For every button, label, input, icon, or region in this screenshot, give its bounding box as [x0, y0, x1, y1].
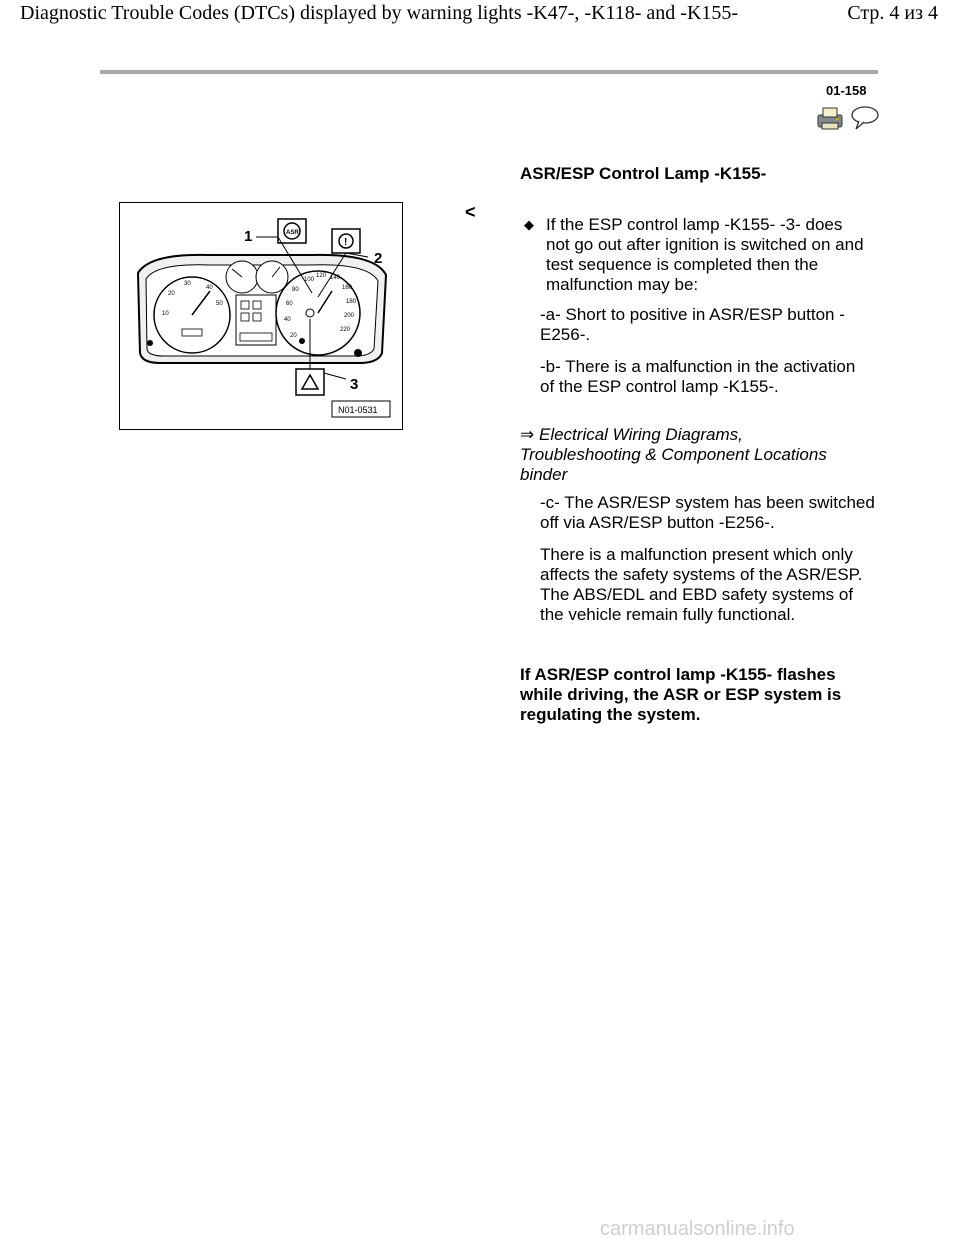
- svg-text:180: 180: [346, 299, 357, 305]
- svg-text:20: 20: [168, 291, 175, 297]
- svg-text:60: 60: [286, 301, 293, 307]
- cause-c: -c- The ASR/ESP system has been switched off via ASR/ESP button -E256-.: [540, 493, 875, 532]
- svg-text:200: 200: [344, 313, 355, 319]
- esp-lamp-symbol: [296, 369, 324, 395]
- svg-text:20: 20: [290, 333, 297, 339]
- svg-text:140: 140: [330, 275, 341, 281]
- header-rule: [100, 70, 878, 74]
- svg-text:3: 3: [350, 376, 359, 393]
- reference-link[interactable]: [520, 425, 860, 485]
- section-title: ASR/ESP Control Lamp -K155-: [520, 164, 767, 183]
- figure-pointer-arrow: <: [465, 202, 476, 222]
- diamond-bullet-icon: ◆: [524, 217, 534, 232]
- bullet-item: [524, 215, 864, 295]
- svg-text:80: 80: [292, 287, 299, 293]
- cause-a: -a- Short to positive in ASR/ESP button -E256-.: [540, 305, 845, 344]
- svg-text:120: 120: [316, 273, 327, 279]
- svg-text:220: 220: [340, 327, 351, 333]
- svg-text:N01-0531: N01-0531: [338, 405, 378, 415]
- instrument-cluster-figure: [119, 202, 403, 430]
- svg-text:1: 1: [244, 228, 253, 245]
- reference-text[interactable]: Electrical Wiring Diagrams, Troubleshooting & Component Locations binder: [520, 425, 827, 484]
- note-paragraph: There is a malfunction present which only affects the safety systems of the ASR/ESP. The ABS/EDL and EBD safety systems of the vehicle remain fully functional.: [540, 545, 863, 624]
- reference-arrow: ⇒: [520, 425, 535, 444]
- svg-text:100: 100: [304, 277, 315, 283]
- page-indicator: Стр. 4 из 4: [847, 2, 938, 24]
- svg-text:10: 10: [162, 311, 169, 317]
- watermark: carmanualsonline.info: [600, 1218, 795, 1240]
- page-number: 01-158: [826, 83, 867, 98]
- svg-text:!: !: [344, 237, 348, 248]
- page-toolbar: [814, 104, 884, 132]
- svg-text:40: 40: [284, 317, 291, 323]
- flashing-note: If ASR/ESP control lamp -K155- flashes while driving, the ASR or ESP system is regulating the system.: [520, 665, 842, 724]
- document-title: Diagnostic Trouble Codes (DTCs) displayed by warning lights -K47-, -K118- and -K155-: [20, 2, 739, 24]
- svg-text:40: 40: [206, 285, 213, 291]
- speech-bubble-icon[interactable]: [852, 107, 878, 129]
- printer-icon[interactable]: [818, 108, 842, 129]
- svg-text:2: 2: [374, 250, 383, 267]
- bullet-text: If the ESP control lamp -K155- -3- does not go out after ignition is switched on and test sequence is completed then the malfunction may be:: [546, 215, 864, 294]
- svg-text:50: 50: [216, 301, 223, 307]
- svg-text:30: 30: [184, 281, 191, 287]
- svg-text:ASR: ASR: [286, 230, 299, 236]
- svg-text:160: 160: [342, 285, 353, 291]
- cause-b: -b- There is a malfunction in the activation of the ESP control lamp -K155-.: [540, 357, 856, 396]
